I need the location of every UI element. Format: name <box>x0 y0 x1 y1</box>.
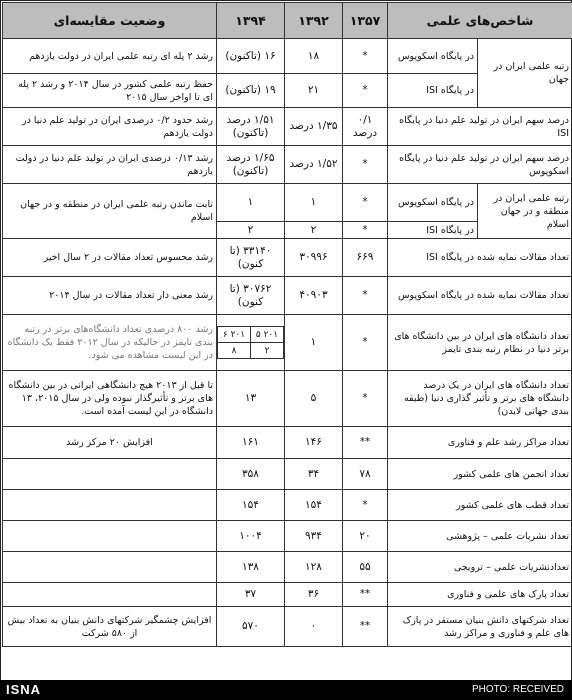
comparison-text: رشد حدود ۰/۲ درصدی ایران در تولید علم دنیا در دولت یازدهم <box>3 108 217 146</box>
photo-credit: PHOTO: RECEIVED <box>471 684 564 695</box>
value-1357: ۲۰ <box>343 521 388 552</box>
value-1394: ۱/۵۱ درصد (تاکنون) <box>217 108 285 146</box>
value-1392: ۱۴۶ <box>285 427 343 459</box>
sub-label: در پایگاه ISI <box>388 222 478 239</box>
value-1357: ۶۶۹ <box>343 239 388 277</box>
header-indicator: شاخص‌های علمی <box>388 3 572 39</box>
table-row <box>3 607 572 647</box>
value-1357: ** <box>343 607 388 647</box>
value-1357: * <box>343 371 388 427</box>
table-row <box>3 315 572 371</box>
value-1394-subtable-cell <box>217 315 285 371</box>
indicator-label: درصد سهم ایران در تولید علم دنیا در پایگاه ISI <box>388 108 572 146</box>
value-1394: ۳۳۱۴۰ (تا کنون) <box>217 239 285 277</box>
indicator-label: درصد سهم ایران در تولید علم دنیا در پایگاه اسکوپوس <box>388 146 572 184</box>
comparison-text <box>3 521 217 552</box>
value-1392: ۱ <box>285 315 343 371</box>
indicator-label: تعداد شرکتهای دانش بنیان مستقر در پارک های علم و فناوری و مراکز رشد <box>388 607 572 647</box>
table-row <box>3 108 572 146</box>
table-row <box>3 459 572 490</box>
value-1357: ۰/۱ درصد <box>343 108 388 146</box>
value-1394: ۵۷۰ <box>217 607 285 647</box>
value-1392: ۳۰۹۹۶ <box>285 239 343 277</box>
indicator-label: تعداد مقالات نمایه شده در پایگاه ISI <box>388 239 572 277</box>
value-1357: ** <box>343 427 388 459</box>
comparison-text: افزایش ۲۰ مرکز رشد <box>3 427 217 459</box>
value-1392: ۱۸ <box>285 39 343 74</box>
value-1392: ۱۵۴ <box>285 490 343 521</box>
comparison-text: تابت ماندن رتبه علمی ایران در منطقه و در جهان اسلام <box>3 184 217 239</box>
year-2016-value: ۸ <box>218 343 251 359</box>
value-1357: ۷۸ <box>343 459 388 490</box>
indicator-label: تعدادنشریات علمی – ترویجی <box>388 552 572 583</box>
comparison-text <box>3 490 217 521</box>
header-1394: ۱۳۹۴ <box>217 3 285 39</box>
value-1394: ۳۰۷۶۲ (تا کنون) <box>217 277 285 315</box>
comparison-text: رشد محسوس تعداد مقالات در ۲ سال اخیر <box>3 239 217 277</box>
value-1392: ۱/۵۲ درصد <box>285 146 343 184</box>
value-1357: * <box>343 490 388 521</box>
indicator-label: تعداد انجمن های علمی کشور <box>388 459 572 490</box>
table-row <box>3 427 572 459</box>
value-1394: ۱۰۰۴ <box>217 521 285 552</box>
sub-label: در پایگاه ISI <box>388 74 478 108</box>
science-indicators-table <box>2 2 572 647</box>
indicator-label: تعداد مقالات نمایه شده در پایگاه اسکوپوس <box>388 277 572 315</box>
value-1392: ۳۴ <box>285 459 343 490</box>
value-1357: * <box>343 222 388 239</box>
value-1394: ۱۶ (تاکنون) <box>217 39 285 74</box>
value-1357: * <box>343 184 388 222</box>
table-row <box>3 146 572 184</box>
value-1394: ۲ <box>217 222 285 239</box>
value-1394: ۳۵۸ <box>217 459 285 490</box>
indicator-label: تعداد نشریات علمی – پژوهشی <box>388 521 572 552</box>
footer-bar <box>0 680 572 700</box>
value-1357: * <box>343 277 388 315</box>
table-row <box>3 521 572 552</box>
table-row <box>3 184 572 222</box>
value-1394: ۱/۶۵ درصد (تاکنون) <box>217 146 285 184</box>
comparison-text: افزایش چشمگیر شرکتهای دانش بنیان به تعداد بیش از ۵۸۰ شرکت <box>3 607 217 647</box>
sub-label: در پایگاه اسکوپوس <box>388 39 478 74</box>
value-1392: ۴۰۹۰۳ <box>285 277 343 315</box>
value-1392: ۳۶ <box>285 583 343 607</box>
table-row <box>3 277 572 315</box>
group-label-world-rank: رتبه علمی ایران در جهان <box>478 39 572 108</box>
value-1392: ۰ <box>285 607 343 647</box>
header-1357: ۱۳۵۷ <box>343 3 388 39</box>
value-1392: ۱ <box>285 184 343 222</box>
comparison-text: رشد ۸۰۰ درصدی تعداد دانشگاه‌های برتر در رتبه بندی تایمز در حالیکه در سال ۲۰۱۲ فقط یک دانشگاه در این لیست مشاهده می شود. <box>3 315 217 371</box>
comparison-text: حفظ رتبه علمی کشور در سال ۲۰۱۴ و رشد ۲ پله ای تا اواخر سال ۲۰۱۵ <box>3 74 217 108</box>
value-1392: ۱/۳۵ درصد <box>285 108 343 146</box>
value-1394: ۱ <box>217 184 285 222</box>
table-row <box>3 371 572 427</box>
table-row <box>3 552 572 583</box>
comparison-text <box>3 552 217 583</box>
value-1392: ۲۱ <box>285 74 343 108</box>
value-1357: * <box>343 39 388 74</box>
year-2016-label: ۲۰۱ ۶ <box>218 327 251 343</box>
comparison-text: رشد ۲ پله ای رتبه علمی ایران در دولت یازدهم <box>3 39 217 74</box>
value-1394: ۱۵۴ <box>217 490 285 521</box>
value-1357: * <box>343 146 388 184</box>
value-1392: ۲ <box>285 222 343 239</box>
value-1394: ۱۳۸ <box>217 552 285 583</box>
table-row <box>3 39 572 74</box>
value-1394: ۳۷ <box>217 583 285 607</box>
value-1392: ۹۳۴ <box>285 521 343 552</box>
value-1392: ۵ <box>285 371 343 427</box>
comparison-text: رشد معنی دار تعداد مقالات در سال ۲۰۱۴ <box>3 277 217 315</box>
header-1392: ۱۳۹۲ <box>285 3 343 39</box>
value-1394-subtable <box>217 326 284 359</box>
sub-label: در پایگاه اسکوپوس <box>388 184 478 222</box>
comparison-text <box>3 583 217 607</box>
comparison-text: رشد ۰/۱۳ درصدی ایران در تولید علم دنیا در دولت یازدهم <box>3 146 217 184</box>
comparison-text <box>3 459 217 490</box>
value-1394: ۱۶۱ <box>217 427 285 459</box>
value-1394: ۱۹ (تاکنون) <box>217 74 285 108</box>
value-1357: * <box>343 315 388 371</box>
year-2015-label: ۲۰۱ ۵ <box>251 327 284 343</box>
isna-logo: ISNA <box>6 682 42 697</box>
table-row <box>3 239 572 277</box>
header-comparison: وضعیت مقایسه‌ای <box>3 3 217 39</box>
indicator-label: تعداد پارک های علمی و فناوری <box>388 583 572 607</box>
table-row <box>3 490 572 521</box>
indicator-label: تعداد دانشگاه های ایران در بین دانشگاه های برتر دنیا در نظام رتبه بندی تایمز <box>388 315 572 371</box>
indicator-label: تعداد مراکز رشد علم و فناوری <box>388 427 572 459</box>
value-1357: * <box>343 74 388 108</box>
comparison-text: تا قبل از ۲۰۱۳ هیچ دانشگاهی ایرانی در بین دانشگاه های برتر و تأثیرگذار نبوده ولی در سال ۲۰۱۵، ۱۳ دانشگاه در این لیست آمده است. <box>3 371 217 427</box>
value-1357: ۵۵ <box>343 552 388 583</box>
indicator-label: تعداد قطب های علمی کشور <box>388 490 572 521</box>
table-header-row <box>3 3 572 39</box>
value-1392: ۱۲۸ <box>285 552 343 583</box>
group-label-region-rank: رتبه علمی ایران در منطقه و در جهان اسلام <box>478 184 572 239</box>
value-1394: ۱۳ <box>217 371 285 427</box>
value-1357: ** <box>343 583 388 607</box>
indicator-label: تعداد دانشگاه های ایران در یک درصد دانشگاه های برتر و تأثیر گذاری دنیا (طبقه بندی جهانی لایدن) <box>388 371 572 427</box>
year-2015-value: ۲ <box>251 343 284 359</box>
table-row <box>3 583 572 607</box>
